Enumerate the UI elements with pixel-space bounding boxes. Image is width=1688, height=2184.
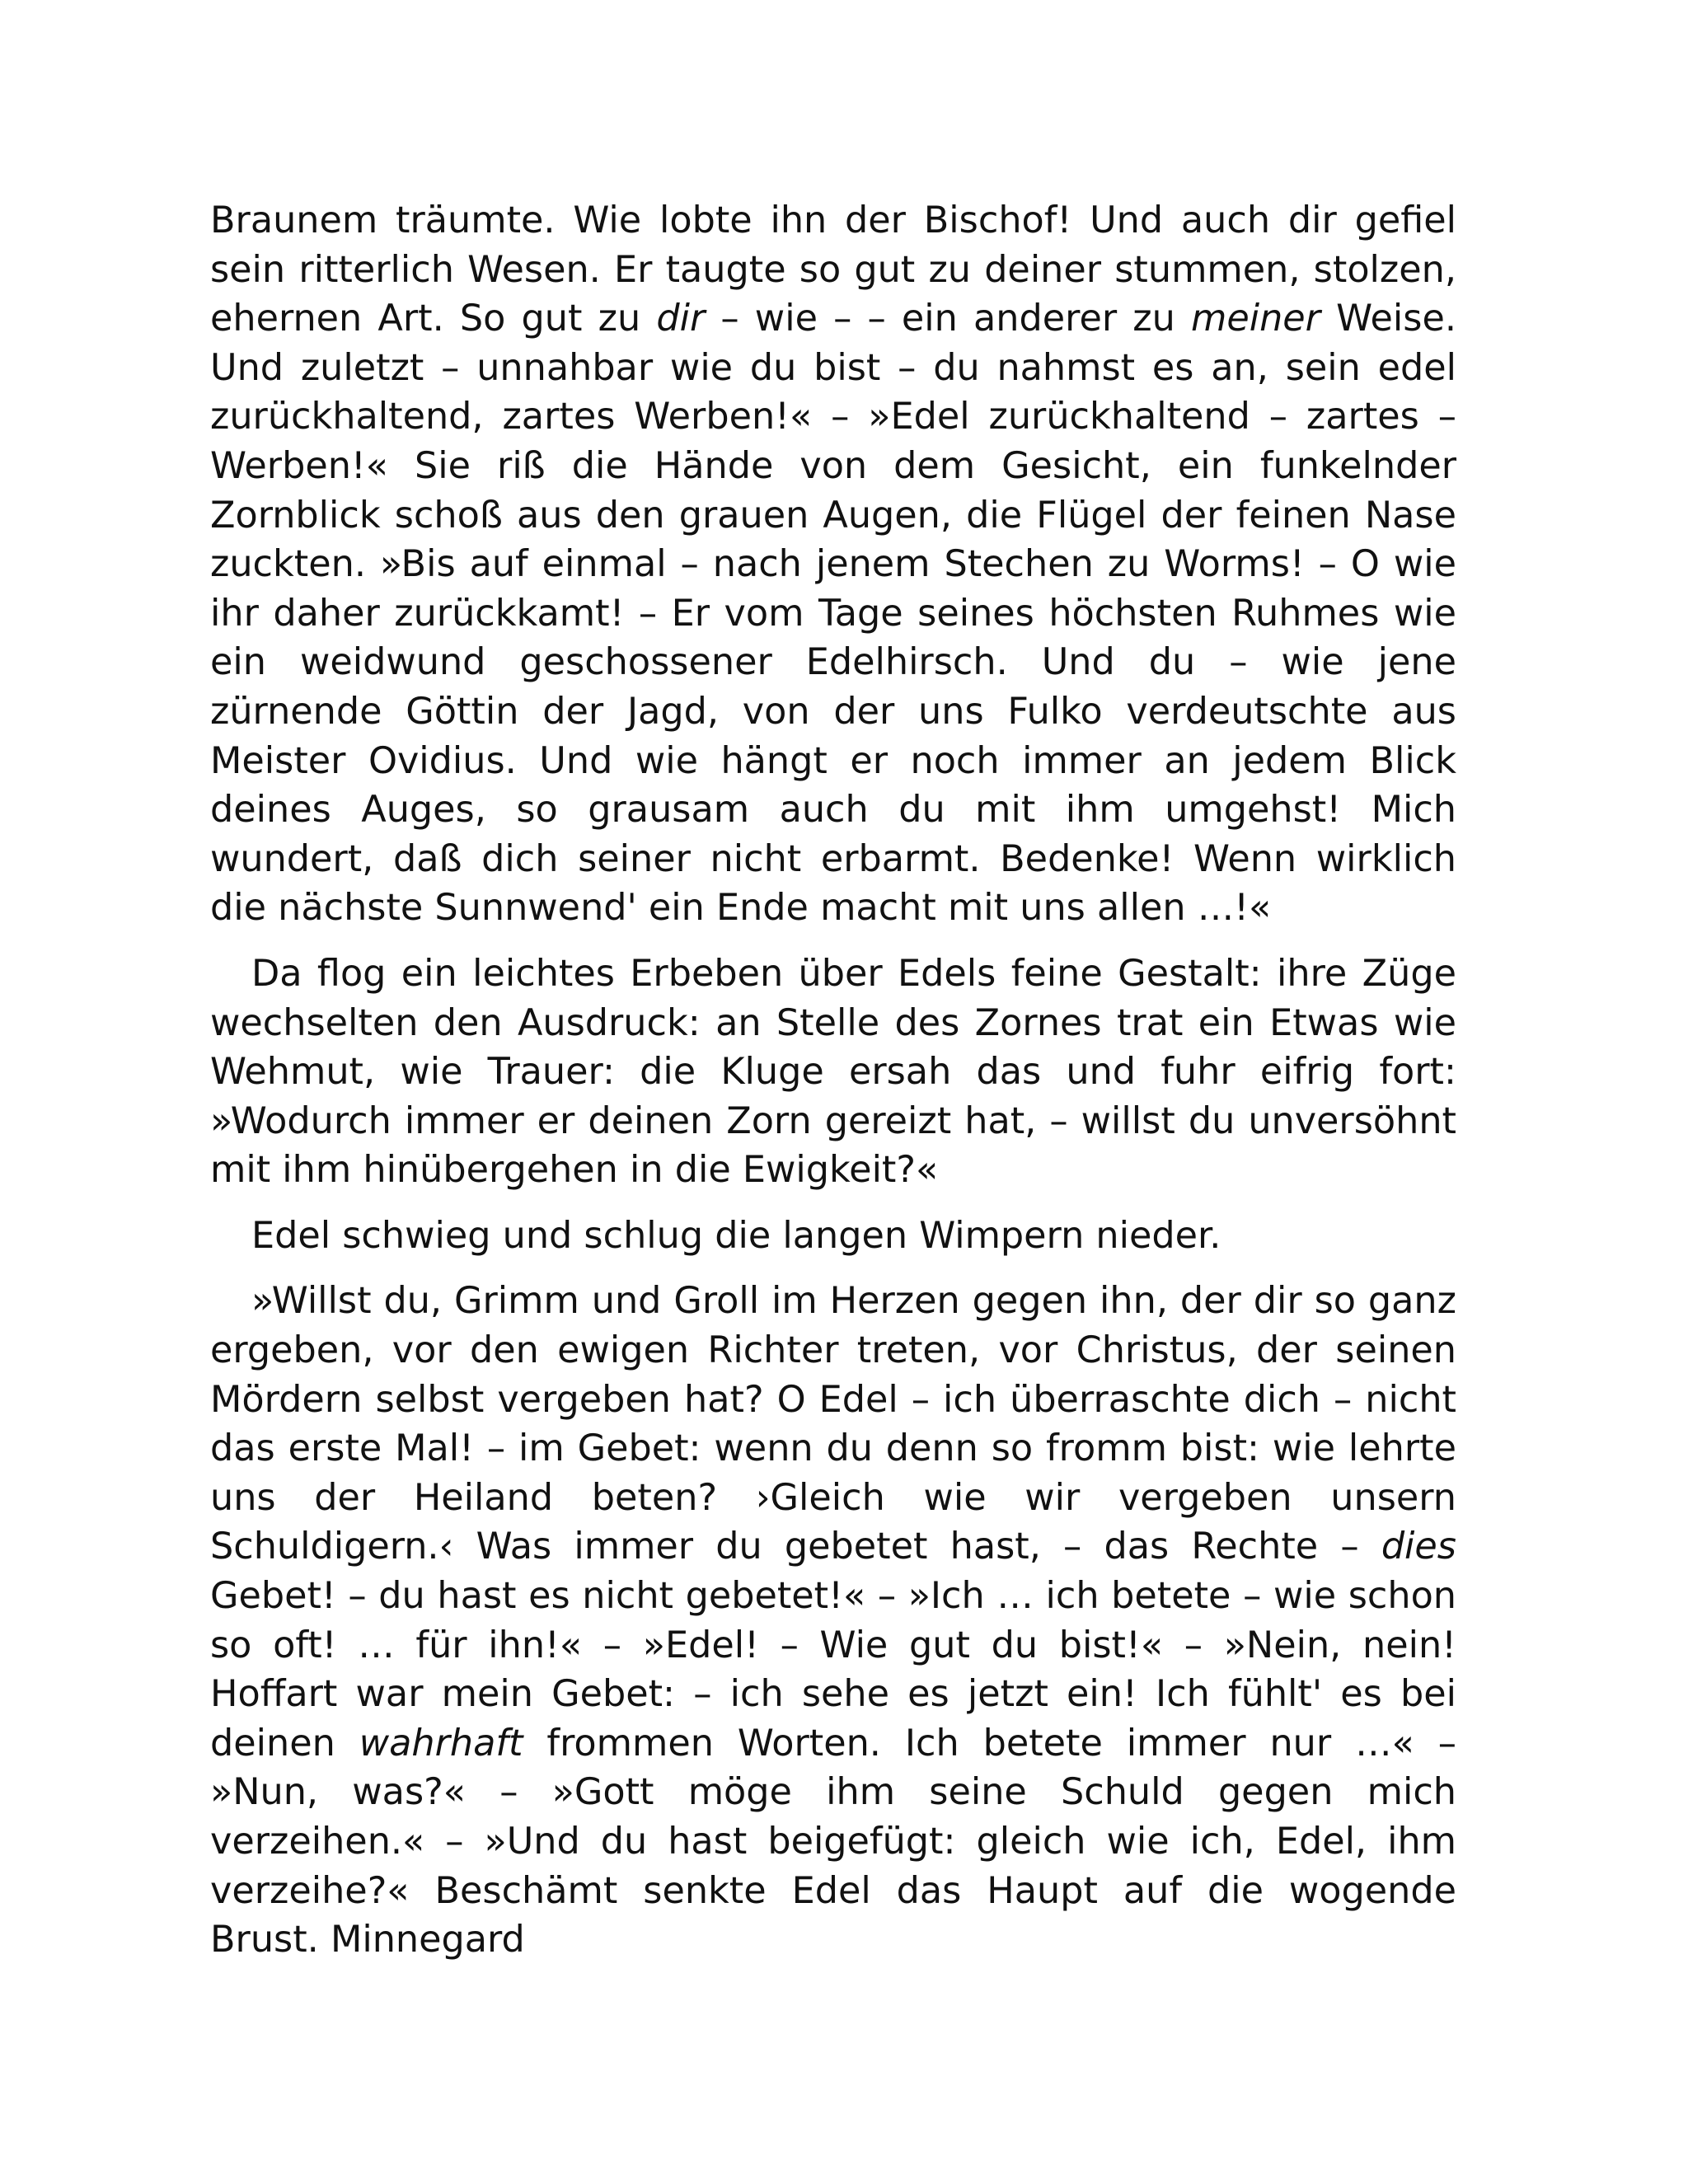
paragraph-2: Da flog ein leichtes Erbeben über Edels feine Gestalt: ihre Züge wechselten den Ausdruck: an Stelle des Zornes trat ein Etwas wie Wehmut, wie Trauer: die Kluge ersah das und fuhr eifrig fort: »Wodurch immer er deinen Zorn gereizt hat, – willst du unversöhnt mit ihm hinübergehen in die Ewigkeit?« <box>210 952 1456 1192</box>
emphasis-dies: dies <box>1381 1526 1456 1568</box>
paragraph-1: Braunem träumte. Wie lobte ihn der Bischof! Und auch dir gefiel sein ritterlich Wesen. Er taugte so gut zu deiner stummen, stolzen, ehernen Art. So gut zu dir – wie – – ein anderer zu meiner Weise. Und zuletzt – unnahbar wie du bist – du nahmst es an, sein edel zurückhaltend, zartes Werben!« – »Edel zurückhaltend – zartes – Werben!« Sie riß die Hände von dem Gesicht, ein funkelnder Zornblick schoß aus den grauen Augen, die Flügel der feinen Nase zuckten. »Bis auf einmal – nach jenem Stechen zu Worms! – O wie ihr daher zurückkamt! – Er vom Tage seines höchsten Ruhmes wie ein weidwund geschossener Edelhirsch. Und du – wie jene zürnende Göttin der Jagd, von der uns Fulko verdeutschte aus Meister Ovidius. Und wie hängt er noch immer an jedem Blick deines Auges, so grausam auch du mit ihm umgehst! Mich wundert, daß dich seiner nicht erbarmt. Bedenke! Wenn wirklich die nächste Sunnwend' ein Ende macht mit uns allen …!« <box>210 199 1456 930</box>
paragraph-4: »Willst du, Grimm und Groll im Herzen gegen ihn, der dir so ganz ergeben, vor den ewigen Richter treten, vor Christus, der seinen Mördern selbst vergeben hat? O Edel – ich überraschte dich – nicht das erste Mal! – im Gebet: wenn du denn so fromm bist: wie lehrte uns der Heiland beten? ›Gleich wie wir vergeben unsern Schuldigern.‹ Was immer du gebetet hast, – das Rechte – dies Gebet! – du hast es nicht gebetet!« – »Ich … ich betete – wie schon so oft! … für ihn!« – »Edel! – Wie gut du bist!« – »Nein, nein! Hoffart war mein Gebet: – ich sehe es jetzt ein! Ich fühlt' es bei deinen wahrhaft frommen Worten. Ich betete immer nur …« – »Nun, was?« – »Gott möge ihm seine Schuld gegen mich verzeihen.« – »Und du hast beigefügt: gleich wie ich, Edel, ihm verzeihe?« Beschämt senkte Edel das Haupt auf die wogende Brust. Minnegard <box>210 1280 1456 1961</box>
emphasis-dir: dir <box>656 298 706 340</box>
page-body <box>210 196 1456 1965</box>
emphasis-meiner: meiner <box>1191 298 1320 340</box>
emphasis-wahrhaft: wahrhaft <box>359 1722 523 1765</box>
paragraph-3: Edel schwieg und schlug die langen Wimpern nieder. <box>251 1214 1221 1257</box>
